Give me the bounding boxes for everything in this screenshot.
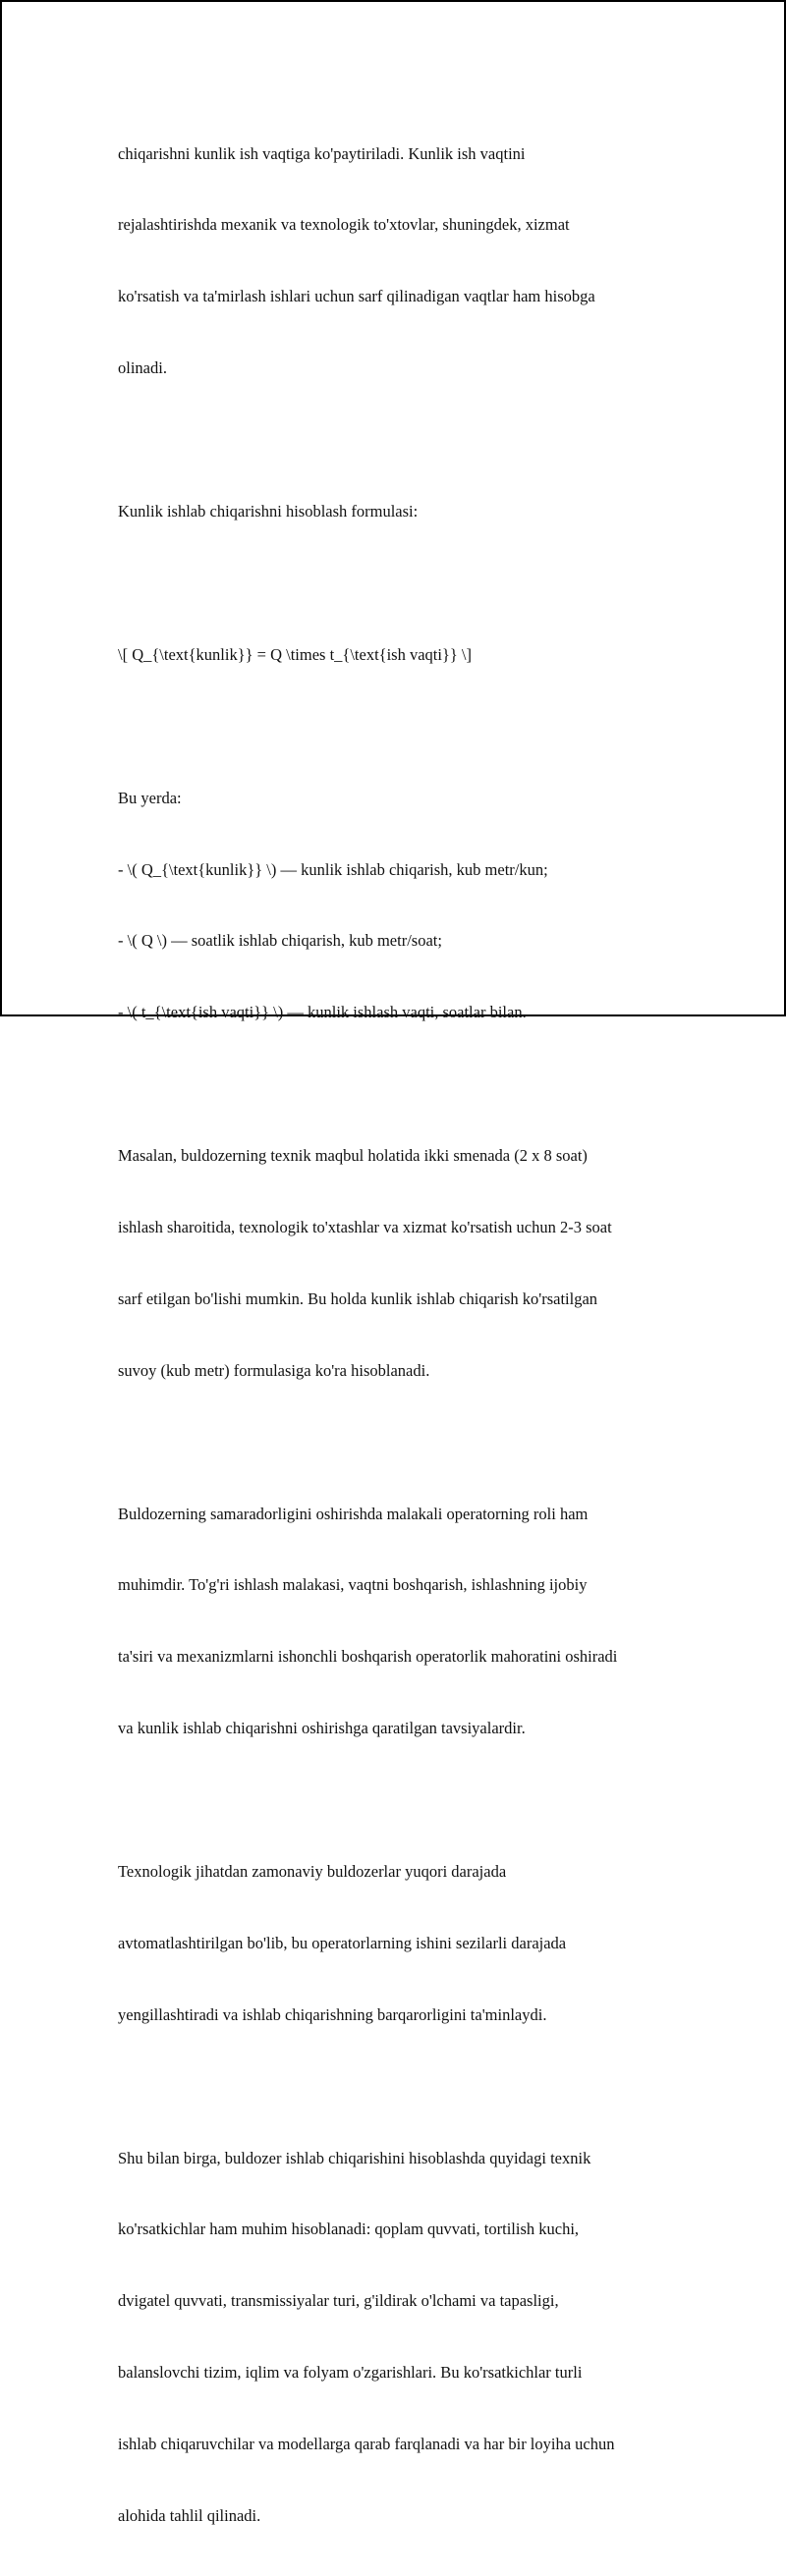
text-line: balanslovchi tizim, iqlim va folyam o'zgarishlari. Bu ko'rsatkichlar turli (118, 2363, 583, 2383)
text-line: olinadi. (118, 358, 167, 378)
paragraph-formula (118, 595, 693, 714)
text-line: sarf etilgan bo'lishi mumkin. Bu holda kunlik ishlab chiqarish ko'rsatilgan (118, 1288, 598, 1308)
document-body (118, 94, 693, 2576)
definition-item: - \( Q_{\text{kunlik}} \) — kunlik ishlab chiqarish, kub metr/kun; (118, 859, 548, 879)
text-line: va kunlik ishlab chiqarishni oshirishga qaratilgan tavsiyalardir. (118, 1719, 526, 1738)
paragraph-workday-planning (118, 94, 693, 428)
text-line: ko'rsatkichlar ham muhim hisoblanadi: qoplam quvvati, tortilish kuchi, (118, 2220, 580, 2239)
paragraph-definitions (118, 739, 693, 1072)
paragraph-example (118, 1096, 693, 1430)
paragraph-technical-indicators (118, 2099, 693, 2576)
text-line: yengillashtiradi va ishlab chiqarishning barqarorligini ta'minlaydi. (118, 2004, 547, 2024)
formula-line: \[ Q_{\text{kunlik}} = Q \times t_{\text{ish vaqti}} \] (118, 644, 473, 664)
definition-item: - \( Q \) — soatlik ishlab chiqarish, kub metr/soat; (118, 931, 442, 951)
paragraph-formula-heading (118, 452, 693, 571)
text-line: avtomatlashtirilgan bo'lib, bu operatorlarning ishini sezilarli darajada (118, 1933, 567, 1952)
text-line: rejalashtirishda mexanik va texnologik to'xtovlar, shuningdek, xizmat (118, 215, 570, 235)
text-line: Buldozerning samaradorligini oshirishda malakali operatorning roli ham (118, 1504, 589, 1523)
text-line: suvoy (kub metr) formulasiga ko'ra hisoblanadi. (118, 1360, 430, 1380)
text-line: dvigatel quvvati, transmissiyalar turi, g'ildirak o'lchami va tapasligi, (118, 2291, 559, 2311)
text-line: ta'siri va mexanizmlarni ishonchli boshqarish operatorlik mahoratini oshiradi (118, 1647, 618, 1667)
text-line: muhimdir. To'g'ri ishlash malakasi, vaqtni boshqarish, ishlashning ijobiy (118, 1575, 588, 1595)
text-line: Texnologik jihatdan zamonaviy buldozerlar yuqori darajada (118, 1861, 507, 1881)
definition-item: - \( t_{\text{ish vaqti}} \) — kunlik ishlash vaqti, soatlar bilan. (118, 1003, 527, 1022)
paragraph-automation (118, 1812, 693, 2074)
text-line: ishlab chiqaruvchilar va modellarga qarab farqlanadi va har bir loyiha uchun (118, 2435, 615, 2454)
text-line: alohida tahlil qilinadi. (118, 2505, 261, 2525)
text-line: Kunlik ishlab chiqarishni hisoblash formulasi: (118, 502, 419, 521)
text-line: chiqarishni kunlik ish vaqtiga ko'paytiriladi. Kunlik ish vaqtini (118, 143, 526, 163)
paragraph-operator-role (118, 1454, 693, 1788)
text-line: Bu yerda: (118, 788, 182, 807)
text-line: Shu bilan birga, buldozer ishlab chiqarishini hisoblashda quyidagi texnik (118, 2148, 591, 2167)
text-line: ko'rsatish va ta'mirlash ishlari uchun sarf qilinadigan vaqtlar ham hisobga (118, 287, 595, 306)
text-line: ishlash sharoitida, texnologik to'xtashlar va xizmat ko'rsatish uchun 2-3 soat (118, 1217, 612, 1236)
text-line: Masalan, buldozerning texnik maqbul holatida ikki smenada (2 x 8 soat) (118, 1146, 588, 1166)
